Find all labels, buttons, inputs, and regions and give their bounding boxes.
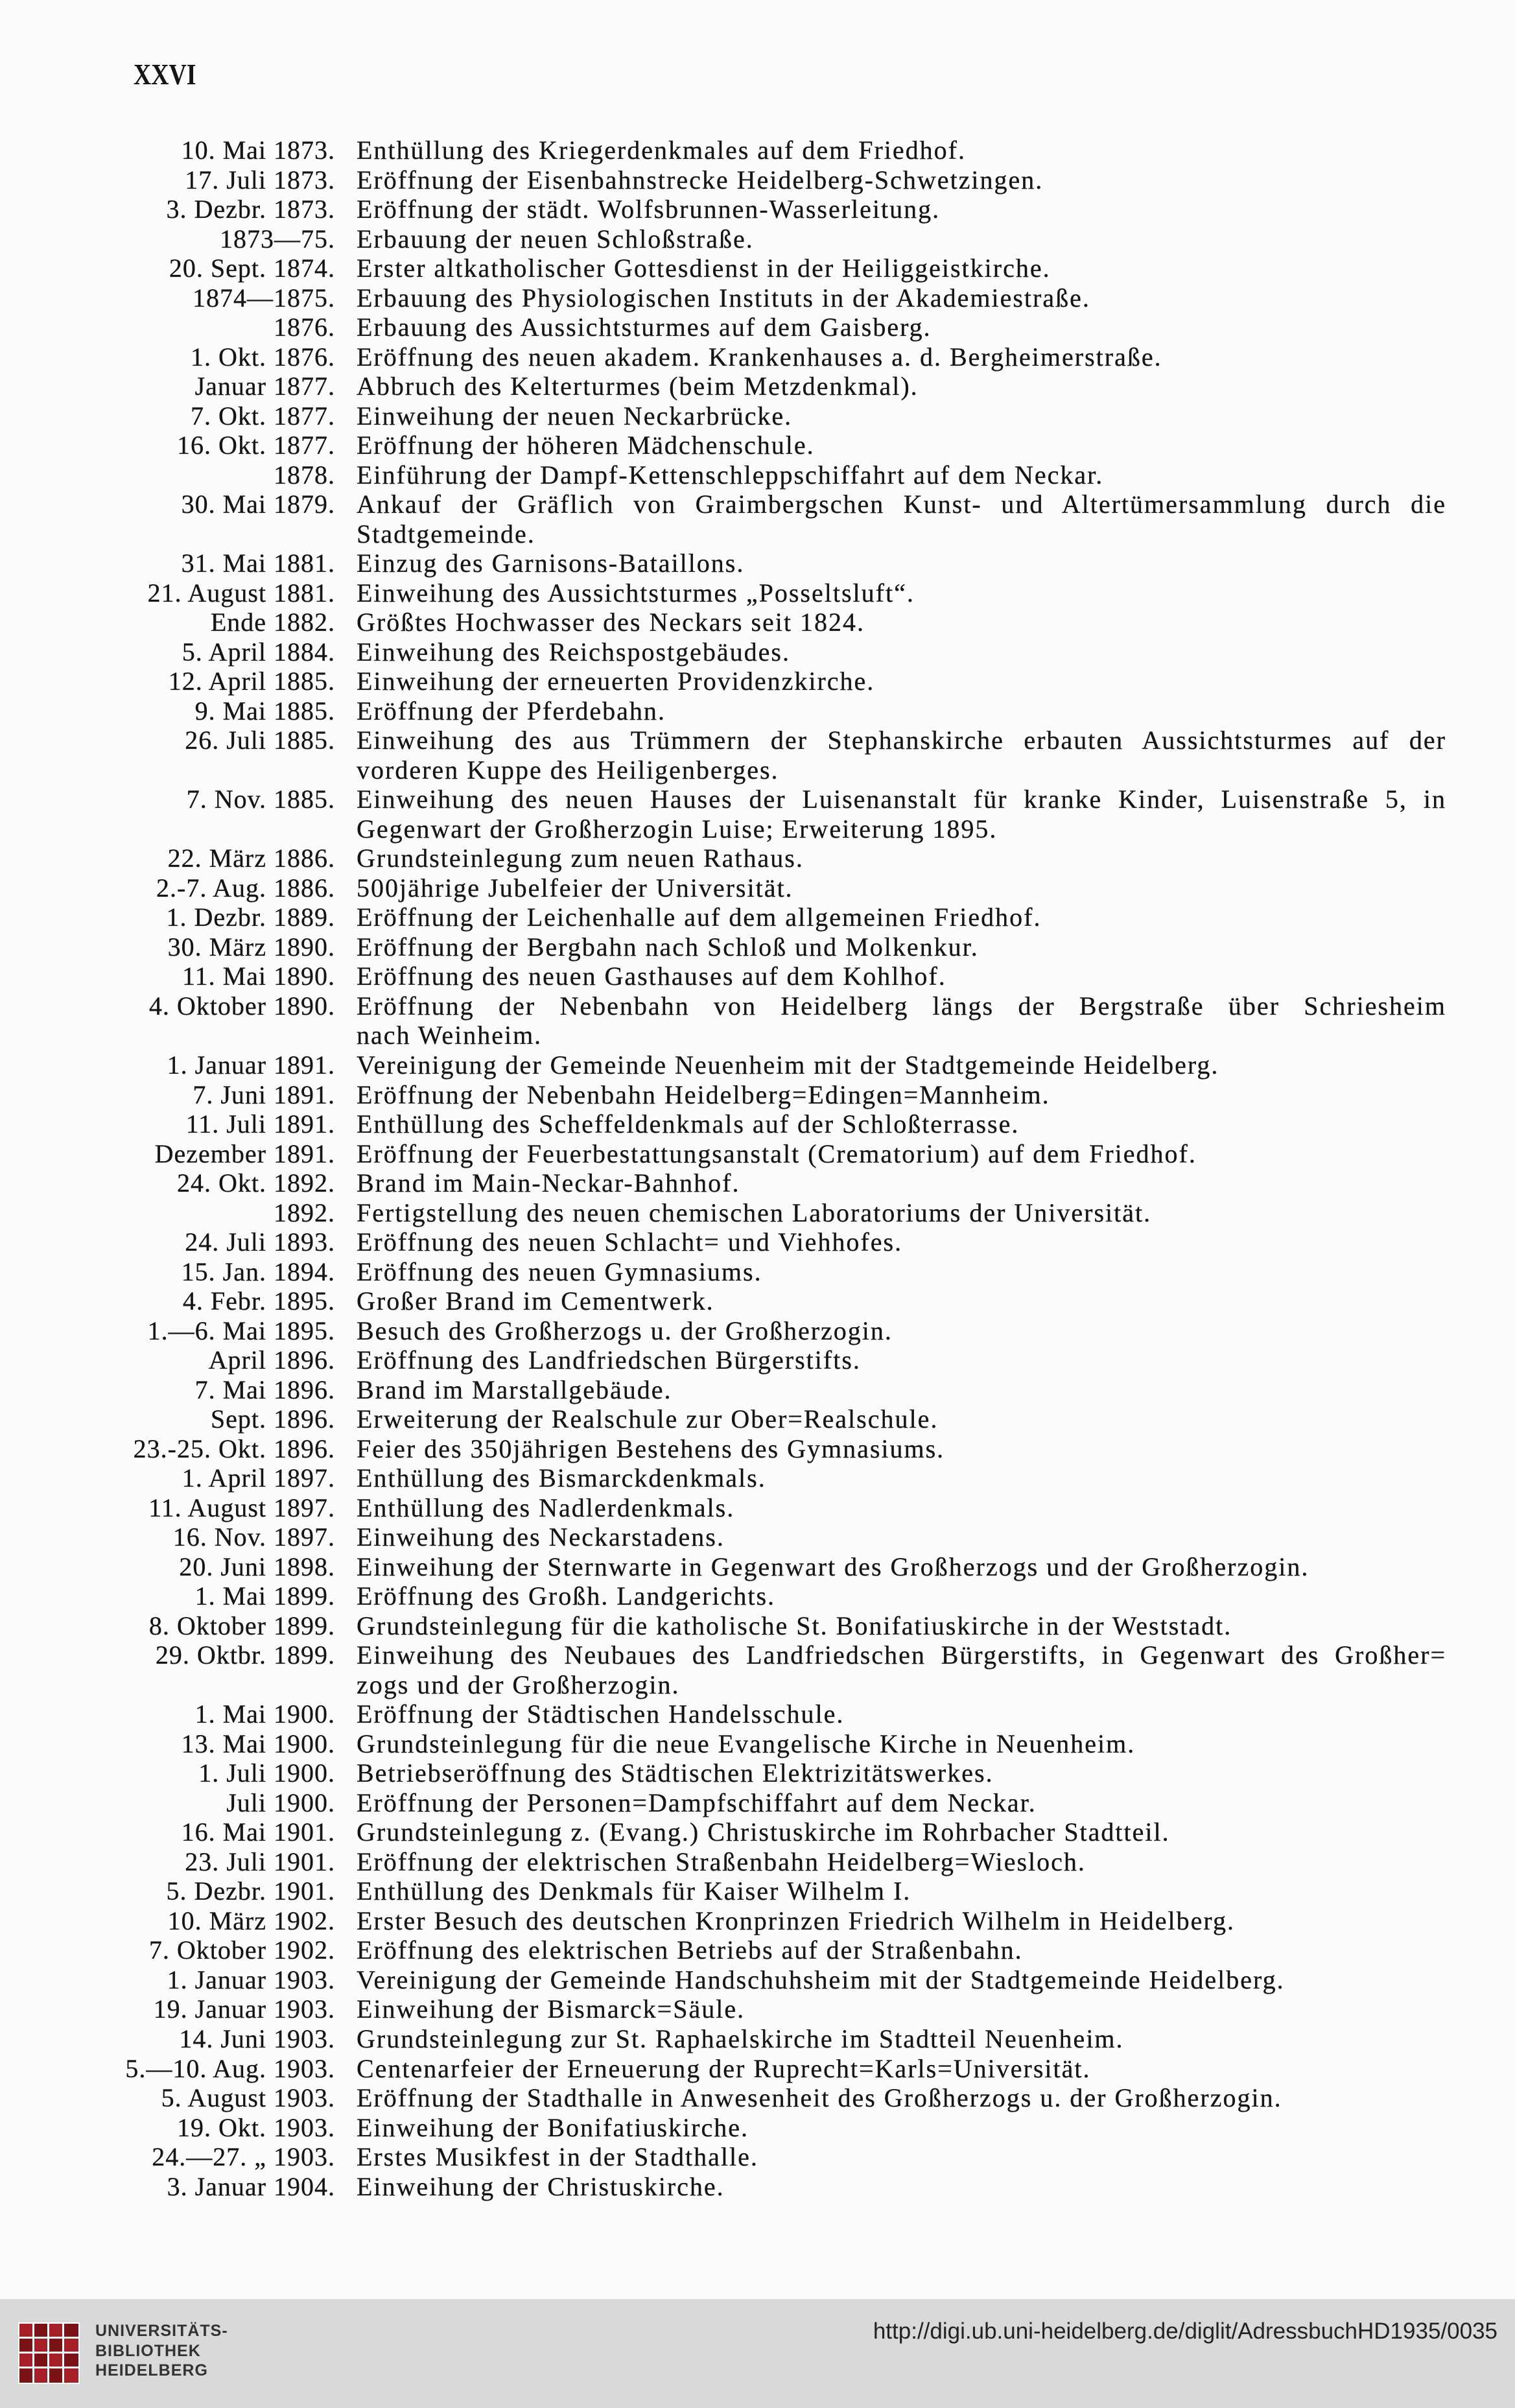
entry-line — [0, 1906, 1515, 1936]
entry-line — [0, 844, 1515, 873]
entry-text: Grundsteinlegung z. (Evang.) Christuskirche im Rohrbacher Stadtteil. — [357, 1817, 1170, 1847]
chronology-entry — [0, 1788, 1515, 1818]
entry-date: 23.-25. Okt. 1896. — [133, 1434, 335, 1463]
entry-line — [0, 372, 1515, 401]
entry-date: 7. Mai 1896. — [194, 1375, 335, 1404]
entry-line — [0, 578, 1515, 608]
entry-date: 11. Juli 1891. — [185, 1109, 335, 1139]
entry-date: Sept. 1896. — [210, 1404, 335, 1434]
entry-text: Einweihung des Reichspostgebäudes. — [357, 637, 790, 667]
entry-date: 30. März 1890. — [167, 932, 335, 962]
entry-text: Enthüllung des Nadlerdenkmals. — [357, 1493, 735, 1522]
entry-text: Erbauung der neuen Schloßstraße. — [357, 224, 754, 254]
entry-text: Eröffnung der Feuerbestattungsanstalt (Crematorium) auf dem Friedhof. — [357, 1139, 1197, 1168]
entry-date: 16. Mai 1901. — [181, 1817, 335, 1847]
chronology-entry — [0, 1286, 1515, 1316]
entry-date: 14. Juni 1903. — [179, 2024, 335, 2053]
chronology-entry — [0, 696, 1515, 726]
entry-line — [0, 549, 1515, 578]
entry-line — [0, 932, 1515, 962]
entry-text: Eröffnung der Pferdebahn. — [357, 696, 666, 726]
entry-date: 12. April 1885. — [168, 667, 335, 696]
entry-line — [0, 667, 1515, 696]
entry-line — [0, 1198, 1515, 1228]
entry-text: Einweihung des aus Trümmern der Stephanskirche erbauten Aussichtsturmes auf der — [357, 726, 1446, 755]
entry-text: Einweihung der Bonifatiuskirche. — [357, 2112, 749, 2142]
entry-text: 500jährige Jubelfeier der Universität. — [357, 873, 793, 903]
entry-line — [0, 401, 1515, 431]
chronology-entry — [0, 1817, 1515, 1847]
entry-text: Eröffnung des neuen Schlacht= und Viehhofes. — [357, 1227, 903, 1257]
entry-date: 23. Juli 1901. — [185, 1847, 335, 1876]
entry-date: 1. Mai 1900. — [194, 1699, 335, 1729]
entry-text: Eröffnung der Nebenbahn von Heidelberg längs der Bergstraße über Schriesheim — [357, 991, 1446, 1021]
chronology-entry — [0, 785, 1515, 844]
chronology-entry — [0, 1227, 1515, 1257]
entry-line — [0, 1257, 1515, 1287]
library-name-line: HEIDELBERG — [95, 2361, 208, 2379]
chronology-entry — [0, 608, 1515, 637]
chronology-entry — [0, 726, 1515, 785]
entry-text: Eröffnung der Stadthalle in Anwesenheit des Großherzogs u. der Großherzogin. — [357, 2083, 1282, 2113]
entry-line — [0, 1493, 1515, 1523]
entry-line — [0, 1611, 1515, 1641]
entry-date: 17. Juli 1873. — [185, 165, 335, 195]
entry-date: 13. Mai 1900. — [181, 1729, 335, 1758]
chronology-entry — [0, 991, 1515, 1050]
entry-line — [0, 1994, 1515, 2024]
entry-text: Enthüllung des Scheffeldenkmals auf der Schloßterrasse. — [357, 1109, 1020, 1139]
entry-text: Eröffnung des neuen Gasthauses auf dem Kohlhof. — [357, 962, 946, 991]
entry-date: Ende 1882. — [210, 608, 335, 637]
entry-text: Besuch des Großherzogs u. der Großherzogin. — [357, 1316, 893, 1345]
entry-date: Dezember 1891. — [154, 1139, 335, 1168]
entry-line — [0, 1080, 1515, 1110]
entry-line — [0, 696, 1515, 726]
entry-date: 16. Nov. 1897. — [172, 1522, 335, 1552]
chronology-entry — [0, 283, 1515, 313]
entry-date: 3. Januar 1904. — [167, 2171, 335, 2201]
chronology-entry — [0, 372, 1515, 401]
entry-date: 16. Okt. 1877. — [177, 431, 335, 460]
entry-date: 7. Oktober 1902. — [148, 1935, 335, 1965]
entry-line — [0, 2172, 1515, 2202]
entry-text: Grundsteinlegung zur St. Raphaelskirche im Stadtteil Neuenheim. — [357, 2024, 1124, 2053]
entry-text: Einzug des Garnisons-Bataillons. — [357, 549, 745, 578]
entry-line — [0, 903, 1515, 932]
entry-date: 1.—6. Mai 1895. — [147, 1316, 335, 1345]
entry-date: 1. Juli 1900. — [198, 1758, 335, 1788]
chronology-entry — [0, 2113, 1515, 2143]
entry-text: Eröffnung des neuen akadem. Krankenhauses a. d. Bergheimerstraße. — [357, 342, 1162, 372]
entry-line — [0, 1847, 1515, 1877]
entry-date: 29. Oktbr. 1899. — [155, 1640, 335, 1670]
chronology-entry — [0, 342, 1515, 372]
chronology-entry — [0, 2024, 1515, 2054]
entry-date: 1. Januar 1903. — [167, 1965, 335, 1994]
chronology-entry — [0, 1965, 1515, 1995]
chronology-list — [0, 136, 1515, 2201]
entry-text: Einweihung der erneuerten Providenzkirche. — [357, 667, 875, 696]
entry-date: 11. Mai 1890. — [182, 962, 335, 991]
entry-line — [0, 1581, 1515, 1611]
chronology-entry — [0, 254, 1515, 283]
entry-text: Eröffnung der städt. Wolfsbrunnen-Wasserleitung. — [357, 195, 941, 224]
chronology-entry — [0, 844, 1515, 873]
chronology-entry — [0, 1758, 1515, 1788]
entry-date: 1. Mai 1899. — [194, 1581, 335, 1611]
entry-date: 24.—27. „ 1903. — [152, 2142, 335, 2172]
chronology-entry — [0, 224, 1515, 254]
chronology-entry — [0, 1257, 1515, 1287]
entry-text: Eröffnung der Leichenhalle auf dem allgemeinen Friedhof. — [357, 903, 1042, 932]
entry-line — [0, 1227, 1515, 1257]
entry-date: April 1896. — [208, 1345, 335, 1375]
entry-text: Eröffnung der Nebenbahn Heidelberg=Edingen=Mannheim. — [357, 1080, 1050, 1109]
entry-line — [0, 1552, 1515, 1582]
entry-line — [0, 1729, 1515, 1759]
chronology-entry — [0, 1050, 1515, 1080]
chronology-entry — [0, 1994, 1515, 2024]
entry-date: Januar 1877. — [194, 372, 335, 401]
entry-line — [0, 1758, 1515, 1788]
entry-text: Erbauung des Aussichtsturmes auf dem Gaisberg. — [357, 313, 932, 342]
entry-date: 1. Dezbr. 1889. — [166, 903, 335, 932]
entry-line — [0, 755, 1515, 785]
entry-line — [0, 490, 1515, 519]
chronology-entry — [0, 1611, 1515, 1641]
entry-date: 4. Febr. 1895. — [182, 1286, 335, 1316]
entry-date: 19. Okt. 1903. — [177, 2112, 335, 2142]
chronology-entry — [0, 578, 1515, 608]
chronology-entry — [0, 637, 1515, 667]
entry-line — [0, 1670, 1515, 1700]
entry-date: 1892. — [274, 1198, 335, 1227]
entry-line — [0, 1699, 1515, 1729]
chronology-entry — [0, 1168, 1515, 1198]
entry-date: 20. Juni 1898. — [179, 1552, 335, 1581]
entry-line — [0, 1345, 1515, 1375]
entry-line — [0, 1522, 1515, 1552]
chronology-entry — [0, 903, 1515, 932]
chronology-entry — [0, 2172, 1515, 2202]
entry-text: Einführung der Dampf-Kettenschleppschiffahrt auf dem Neckar. — [357, 460, 1104, 490]
chronology-entry — [0, 962, 1515, 991]
source-url: http://digi.ub.uni-heidelberg.de/diglit/AdressbuchHD1935/0035 — [873, 2319, 1497, 2344]
entry-text: Grundsteinlegung zum neuen Rathaus. — [357, 844, 804, 873]
entry-line — [0, 1935, 1515, 1965]
chronology-entry — [0, 1375, 1515, 1405]
entry-text: Einweihung des Neubaues des Landfriedschen Bürgerstifts, in Gegenwart des Großher= — [357, 1640, 1446, 1670]
entry-text: Eröffnung des elektrischen Betriebs auf der Straßenbahn. — [357, 1935, 1023, 1965]
entry-line — [0, 313, 1515, 342]
entry-line — [0, 2142, 1515, 2172]
entry-line — [0, 785, 1515, 814]
chronology-entry — [0, 1139, 1515, 1169]
entry-line — [0, 726, 1515, 755]
chronology-entry — [0, 401, 1515, 431]
entry-text: Vereinigung der Gemeinde Handschuhsheim mit der Stadtgemeinde Heidelberg. — [357, 1965, 1285, 1994]
entry-line — [0, 1316, 1515, 1346]
entry-line — [0, 2113, 1515, 2143]
entry-text: Gegenwart der Großherzogin Luise; Erweiterung 1895. — [357, 814, 998, 844]
entry-date: 3. Dezbr. 1873. — [166, 195, 335, 224]
library-name — [95, 2321, 228, 2381]
chronology-entry — [0, 1581, 1515, 1611]
entry-line — [0, 342, 1515, 372]
entry-line — [0, 1050, 1515, 1080]
chronology-entry — [0, 1316, 1515, 1346]
entry-date: 24. Juli 1893. — [185, 1227, 335, 1257]
entry-text: Einweihung der Bismarck=Säule. — [357, 1994, 746, 2024]
entry-text: Eröffnung der Bergbahn nach Schloß und Molkenkur. — [357, 932, 979, 962]
entry-line — [0, 1139, 1515, 1169]
chronology-entry — [0, 1080, 1515, 1110]
chronology-entry — [0, 195, 1515, 224]
chronology-entry — [0, 1906, 1515, 1936]
chronology-entry — [0, 1876, 1515, 1906]
entry-line — [0, 1404, 1515, 1434]
library-name-line: UNIVERSITÄTS- — [95, 2322, 228, 2340]
entry-text: Centenarfeier der Erneuerung der Ruprecht=Karls=Universität. — [357, 2053, 1091, 2083]
entry-date: 4. Oktober 1890. — [148, 991, 335, 1021]
entry-date: 5. April 1884. — [182, 637, 335, 667]
entry-text: Eröffnung des Landfriedschen Bürgerstifts. — [357, 1345, 861, 1375]
entry-line — [0, 1168, 1515, 1198]
chronology-entry — [0, 549, 1515, 578]
entry-line — [0, 195, 1515, 224]
chronology-entry — [0, 1434, 1515, 1464]
entry-date: 21. August 1881. — [147, 578, 335, 608]
chronology-entry — [0, 1463, 1515, 1493]
entry-date: 19. Januar 1903. — [153, 1994, 335, 2024]
entry-line — [0, 2083, 1515, 2113]
chronology-entry — [0, 1640, 1515, 1699]
entry-text: Enthüllung des Kriegerdenkmales auf dem Friedhof. — [357, 136, 966, 165]
entry-text: Abbruch des Kelterturmes (beim Metzdenkmal). — [357, 372, 919, 401]
entry-text: Großer Brand im Cementwerk. — [357, 1286, 714, 1316]
entry-text: Grundsteinlegung für die katholische St. Bonifatiuskirche in der Weststadt. — [357, 1611, 1232, 1640]
entry-line — [0, 991, 1515, 1021]
entry-line — [0, 637, 1515, 667]
entry-date: 11. August 1897. — [148, 1493, 335, 1522]
entry-date: 7. Okt. 1877. — [191, 401, 335, 431]
entry-text: Enthüllung des Bismarckdenkmals. — [357, 1463, 766, 1493]
chronology-entry — [0, 932, 1515, 962]
entry-line — [0, 1640, 1515, 1670]
entry-date: 7. Juni 1891. — [193, 1080, 335, 1109]
entry-line — [0, 136, 1515, 165]
entry-date: 1. Januar 1891. — [167, 1050, 335, 1080]
entry-line — [0, 431, 1515, 460]
entry-text: Eröffnung des neuen Gymnasiums. — [357, 1257, 762, 1286]
entry-line — [0, 519, 1515, 549]
chronology-entry — [0, 136, 1515, 165]
chronology-entry — [0, 1729, 1515, 1759]
entry-text: Eröffnung der höheren Mädchenschule. — [357, 431, 815, 460]
entry-text: Grundsteinlegung für die neue Evangelische Kirche in Neuenheim. — [357, 1729, 1136, 1758]
chronology-entry — [0, 1552, 1515, 1582]
entry-text: Ankauf der Gräflich von Graimbergschen Kunst- und Altertümersammlung durch die — [357, 490, 1446, 519]
entry-date: 5. Dezbr. 1901. — [166, 1876, 335, 1906]
footer-bar — [0, 2299, 1515, 2408]
entry-line — [0, 1434, 1515, 1464]
entry-date: 9. Mai 1885. — [194, 696, 335, 726]
entry-line — [0, 1788, 1515, 1818]
entry-line — [0, 1817, 1515, 1847]
page-number: XXVI — [134, 58, 196, 91]
chronology-entry — [0, 667, 1515, 696]
entry-date: 1876. — [274, 313, 335, 342]
entry-text: Brand im Main-Neckar-Bahnhof. — [357, 1168, 740, 1198]
entry-line — [0, 283, 1515, 313]
chronology-entry — [0, 1935, 1515, 1965]
entry-text: vorderen Kuppe des Heiligenberges. — [357, 755, 779, 785]
entry-text: Größtes Hochwasser des Neckars seit 1824. — [357, 608, 865, 637]
entry-date: 5. August 1903. — [161, 2083, 335, 2113]
entry-text: Erweiterung der Realschule zur Ober=Realschule. — [357, 1404, 939, 1434]
entry-line — [0, 814, 1515, 844]
entry-text: Vereinigung der Gemeinde Neuenheim mit der Stadtgemeinde Heidelberg. — [357, 1050, 1219, 1080]
library-logo-icon — [18, 2322, 80, 2384]
entry-text: Einweihung des Neckarstadens. — [357, 1522, 725, 1552]
entry-line — [0, 460, 1515, 490]
entry-text: Betriebseröffnung des Städtischen Elektrizitätswerkes. — [357, 1758, 994, 1788]
entry-line — [0, 608, 1515, 637]
entry-text: Fertigstellung des neuen chemischen Laboratoriums der Universität. — [357, 1198, 1152, 1227]
chronology-entry — [0, 2142, 1515, 2172]
entry-date: 20. Sept. 1874. — [169, 254, 335, 283]
entry-date: 1874—1875. — [193, 283, 335, 313]
chronology-entry — [0, 1847, 1515, 1877]
entry-text: Erster Besuch des deutschen Kronprinzen Friedrich Wilhelm in Heidelberg. — [357, 1906, 1236, 1935]
chronology-entry — [0, 165, 1515, 195]
entry-date: 30. Mai 1879. — [181, 490, 335, 519]
chronology-entry — [0, 431, 1515, 460]
entry-line — [0, 165, 1515, 195]
entry-line — [0, 1463, 1515, 1493]
entry-text: Erbauung des Physiologischen Instituts in der Akademiestraße. — [357, 283, 1090, 313]
chronology-entry — [0, 1198, 1515, 1228]
chronology-entry — [0, 1699, 1515, 1729]
entry-line — [0, 1375, 1515, 1405]
entry-date: 7. Nov. 1885. — [186, 785, 335, 814]
entry-line — [0, 1021, 1515, 1050]
entry-text: nach Weinheim. — [357, 1021, 543, 1050]
entry-date: 5.—10. Aug. 1903. — [125, 2053, 335, 2083]
entry-line — [0, 2024, 1515, 2054]
chronology-entry — [0, 1109, 1515, 1139]
chronology-entry — [0, 1522, 1515, 1552]
entry-text: Erster altkatholischer Gottesdienst in der Heiliggeistkirche. — [357, 254, 1051, 283]
entry-line — [0, 1109, 1515, 1139]
entry-text: Enthüllung des Denkmals für Kaiser Wilhelm I. — [357, 1876, 911, 1906]
entry-date: 10. Mai 1873. — [181, 136, 335, 165]
entry-date: 2.-7. Aug. 1886. — [156, 873, 335, 903]
entry-date: 31. Mai 1881. — [181, 549, 335, 578]
chronology-entry — [0, 490, 1515, 549]
chronology-entry — [0, 1345, 1515, 1375]
entry-text: Eröffnung der elektrischen Straßenbahn Heidelberg=Wiesloch. — [357, 1847, 1086, 1876]
entry-date: 8. Oktober 1899. — [148, 1611, 335, 1640]
entry-line — [0, 1286, 1515, 1316]
entry-text: Einweihung des Aussichtsturmes „Posseltsluft“. — [357, 578, 915, 608]
entry-date: 10. März 1902. — [167, 1906, 335, 1935]
entry-date: 1. Okt. 1876. — [191, 342, 335, 372]
entry-text: Feier des 350jährigen Bestehens des Gymnasiums. — [357, 1434, 945, 1463]
entry-text: Eröffnung der Städtischen Handelsschule. — [357, 1699, 845, 1729]
entry-text: Einweihung der neuen Neckarbrücke. — [357, 401, 793, 431]
chronology-entry — [0, 313, 1515, 342]
entry-date: 15. Jan. 1894. — [181, 1257, 335, 1286]
entry-text: Eröffnung der Personen=Dampfschiffahrt auf dem Neckar. — [357, 1788, 1037, 1817]
entry-text: Brand im Marstallgebäude. — [357, 1375, 672, 1404]
entry-date: 1878. — [274, 460, 335, 490]
chronology-entry — [0, 873, 1515, 903]
entry-text: Einweihung der Sternwarte in Gegenwart des Großherzogs und der Großherzogin. — [357, 1552, 1309, 1581]
entry-date: Juli 1900. — [226, 1788, 335, 1817]
entry-text: Einweihung der Christuskirche. — [357, 2171, 725, 2201]
chronology-entry — [0, 2083, 1515, 2113]
entry-line — [0, 962, 1515, 991]
chronology-entry — [0, 460, 1515, 490]
entry-text: zogs und der Großherzogin. — [357, 1670, 680, 1699]
entry-date: 24. Okt. 1892. — [177, 1168, 335, 1198]
entry-line — [0, 1965, 1515, 1995]
chronology-entry — [0, 1493, 1515, 1523]
entry-date: 22. März 1886. — [167, 844, 335, 873]
entry-date: 1. April 1897. — [182, 1463, 335, 1493]
entry-line — [0, 2054, 1515, 2084]
entry-text: Erstes Musikfest in der Stadthalle. — [357, 2142, 758, 2172]
library-name-line: BIBLIOTHEK — [95, 2341, 201, 2360]
entry-line — [0, 254, 1515, 283]
entry-line — [0, 224, 1515, 254]
chronology-entry — [0, 2054, 1515, 2084]
chronology-entry — [0, 1404, 1515, 1434]
entry-text: Stadtgemeinde. — [357, 519, 535, 549]
entry-text: Einweihung des neuen Hauses der Luisenanstalt für kranke Kinder, Luisenstraße 5, in — [357, 785, 1446, 814]
entry-line — [0, 1876, 1515, 1906]
entry-text: Eröffnung des Großh. Landgerichts. — [357, 1581, 776, 1611]
entry-line — [0, 873, 1515, 903]
entry-text: Eröffnung der Eisenbahnstrecke Heidelberg-Schwetzingen. — [357, 165, 1044, 195]
entry-date: 26. Juli 1885. — [185, 726, 335, 755]
entry-date: 1873—75. — [220, 224, 335, 254]
